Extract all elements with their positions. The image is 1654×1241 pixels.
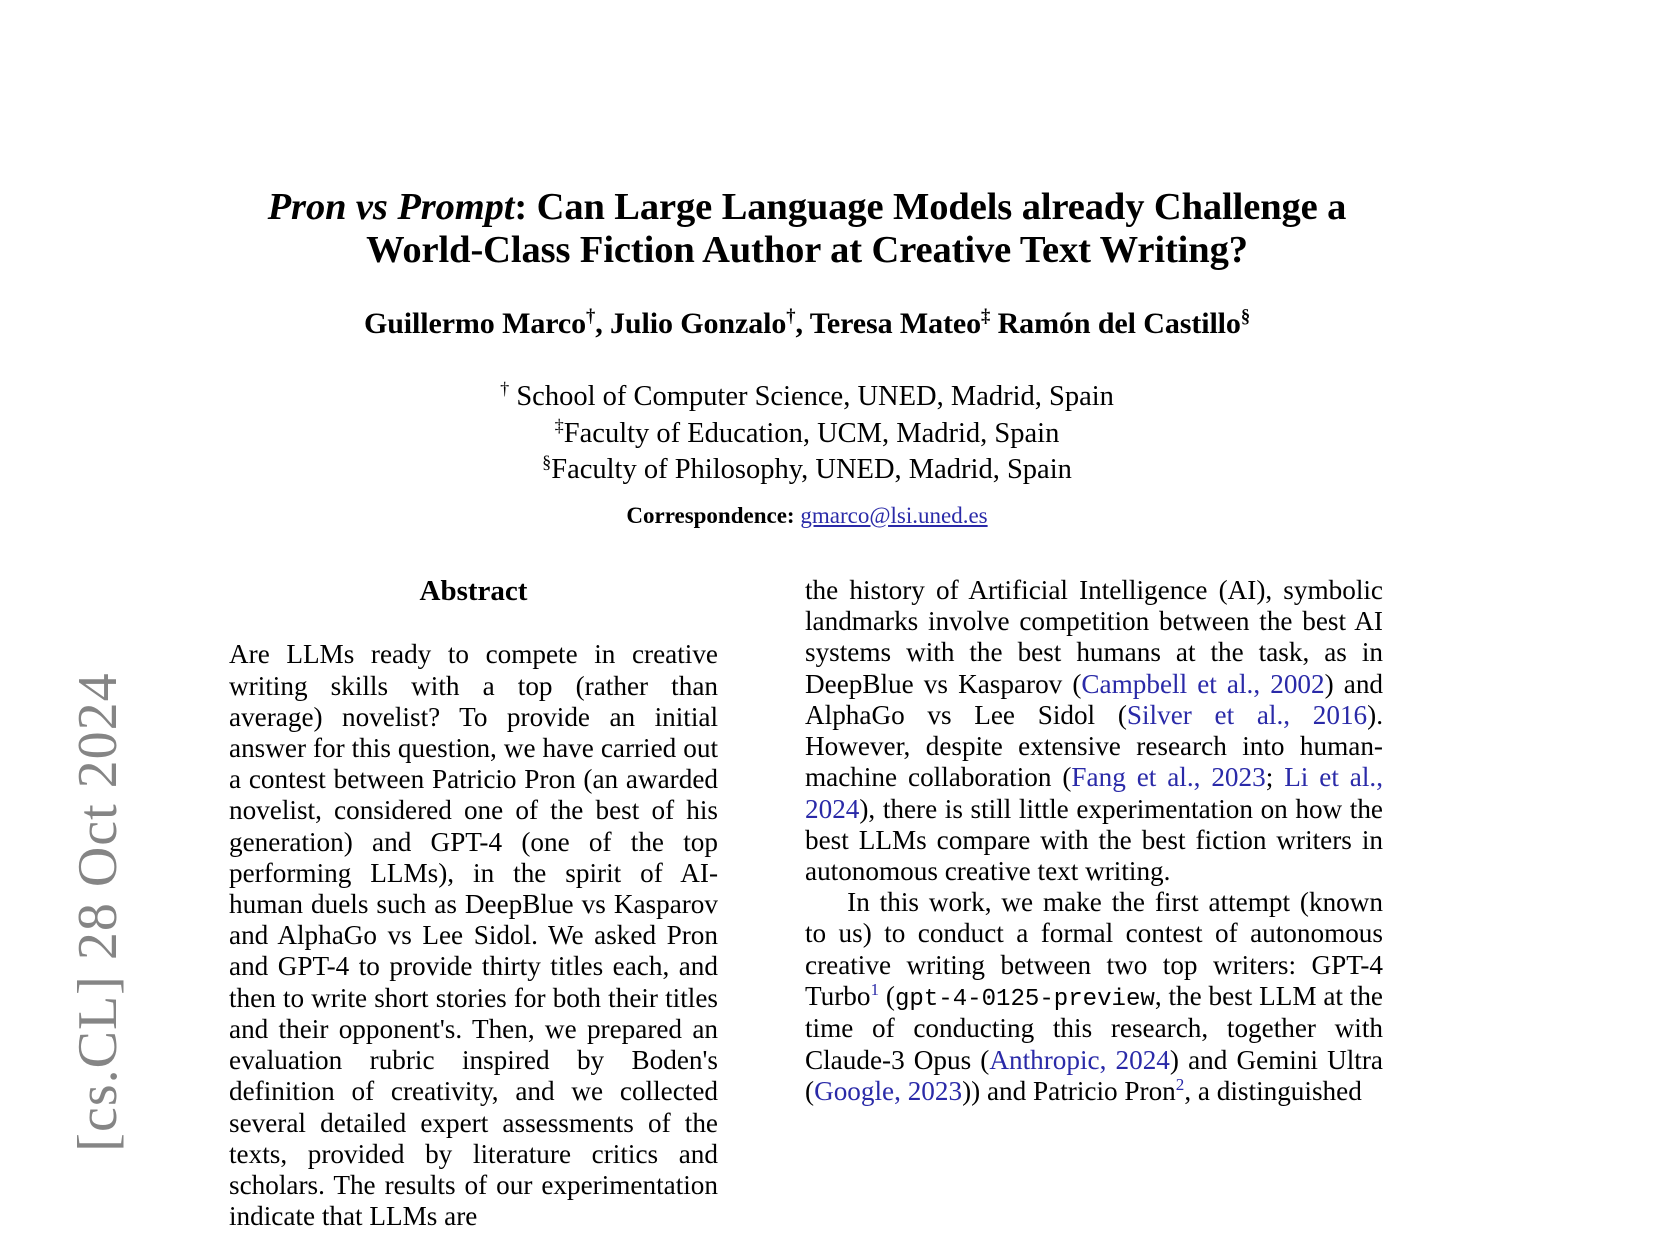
citation-link[interactable]: Anthropic, 2024: [989, 1044, 1170, 1075]
intro-text: ) and Gemini Ultra (: [805, 1044, 1383, 1106]
citation-link[interactable]: Google, 2023: [814, 1075, 963, 1106]
author-name: Julio Gonzalo: [610, 307, 787, 341]
left-column: [229, 575, 718, 1232]
correspondence-label: Correspondence:: [626, 502, 795, 528]
affiliation-text: School of Computer Science, UNED, Madrid, Spain: [509, 381, 1114, 413]
author-list: Guillermo Marco†, Julio Gonzalo†, Teresa Mateo‡ Ramón del Castillo§: [363, 306, 1251, 341]
page-title-italic: Pron vs Prompt: [267, 186, 515, 228]
page-title: [227, 186, 1387, 272]
page-title-rest: : Can Large Language Models already Challenge a World-Class Fiction Author at Creative Text Writing?: [366, 186, 1347, 272]
author-name: Teresa Mateo: [809, 307, 981, 341]
citation-link[interactable]: Li et al., 2024: [805, 762, 1383, 824]
intro-text: ). However, despite extensive research into human-machine collaboration (: [805, 699, 1383, 793]
footnote-marker[interactable]: 2: [1175, 1074, 1185, 1094]
affiliation-text: Faculty of Education, UCM, Madrid, Spain: [563, 417, 1060, 449]
right-column: [805, 575, 1383, 1107]
intro-text: ;: [1265, 762, 1285, 793]
intro-text: ), there is still little experimentation on how the best LLMs compare with the best fiction writers in autonomous creative text writing.: [805, 793, 1383, 886]
intro-text: (: [879, 980, 895, 1011]
intro-text: )) and Patricio Pron: [962, 1075, 1176, 1106]
abstract-body: Are LLMs ready to compete in creative writing skills with a top (rather than average) novelist? To provide an initial answer for this question, we have carried out a contest between Patricio Pron (an awarded novelist, considered one of the best of his generation) and GPT-4 (one of the top performing LLMs), in the spirit of AI-human duels such as DeepBlue vs Kasparov and AlphaGo vs Lee Sidol. We asked Pron and GPT-4 to provide thirty titles each, and then to write short stories for both their titles and their opponent's. Then, we prepared an evaluation rubric inspired by Boden's definition of creativity, and we collected several detailed expert assessments of the texts, provided by literature critics and scholars. The results of our experimentation indicate that LLMs are: [229, 639, 718, 1232]
affiliation-list: [227, 379, 1387, 488]
correspondence-email-link[interactable]: gmarco@lsi.uned.es: [800, 502, 988, 528]
intro-paragraph-2: [805, 887, 1383, 1107]
author-affiliation-mark: §: [1240, 306, 1251, 328]
affiliation-mark: §: [542, 451, 552, 472]
citation-link[interactable]: Campbell et al., 2002: [1081, 668, 1325, 699]
correspondence-line: [227, 503, 1387, 529]
intro-text: ) and AlphaGo vs Lee Sidol (: [805, 668, 1384, 730]
citation-link[interactable]: Silver et al., 2016: [1126, 699, 1368, 730]
author-affiliation-mark: ‡: [981, 306, 991, 328]
author-name: Guillermo Marco: [363, 307, 587, 341]
arxiv-identifier-stamp: [cs.CL] 28 Oct 2024: [67, 672, 129, 1152]
affiliation-item: [227, 416, 1387, 452]
affiliation-text: Faculty of Philosophy, UNED, Madrid, Spain: [551, 454, 1072, 486]
affiliation-item: [227, 379, 1387, 415]
intro-text: the history of Artificial Intelligence (AI), symbolic landmarks involve competition between the best AI systems with the best humans at the task, as in DeepBlue vs Kasparov (: [805, 575, 1383, 699]
affiliation-mark: ‡: [554, 415, 564, 436]
author-name: Ramón del Castillo: [997, 307, 1241, 341]
intro-text: In this work, we make the first attempt (known to us) to conduct a formal contest of autonomous creative writing between two top writers: GPT-4 Turbo: [805, 887, 1383, 1011]
intro-paragraph-1: [805, 575, 1383, 887]
title-block: [227, 186, 1387, 529]
affiliation-item: [227, 452, 1387, 488]
footnote-marker[interactable]: 1: [870, 979, 880, 999]
affiliation-mark: †: [500, 378, 510, 399]
intro-text: , a distinguished: [1184, 1075, 1362, 1106]
author-affiliation-mark: †: [586, 306, 596, 328]
author-affiliation-mark: †: [786, 306, 796, 328]
citation-link[interactable]: Fang et al., 2023: [1071, 762, 1266, 793]
model-identifier: gpt-4-0125-preview: [894, 985, 1155, 1013]
abstract-heading: Abstract: [419, 575, 528, 607]
intro-text: , the best LLM at the time of conducting this research, together with Claude-3 Opus (: [805, 980, 1383, 1075]
two-column-body: [0, 575, 1654, 1241]
